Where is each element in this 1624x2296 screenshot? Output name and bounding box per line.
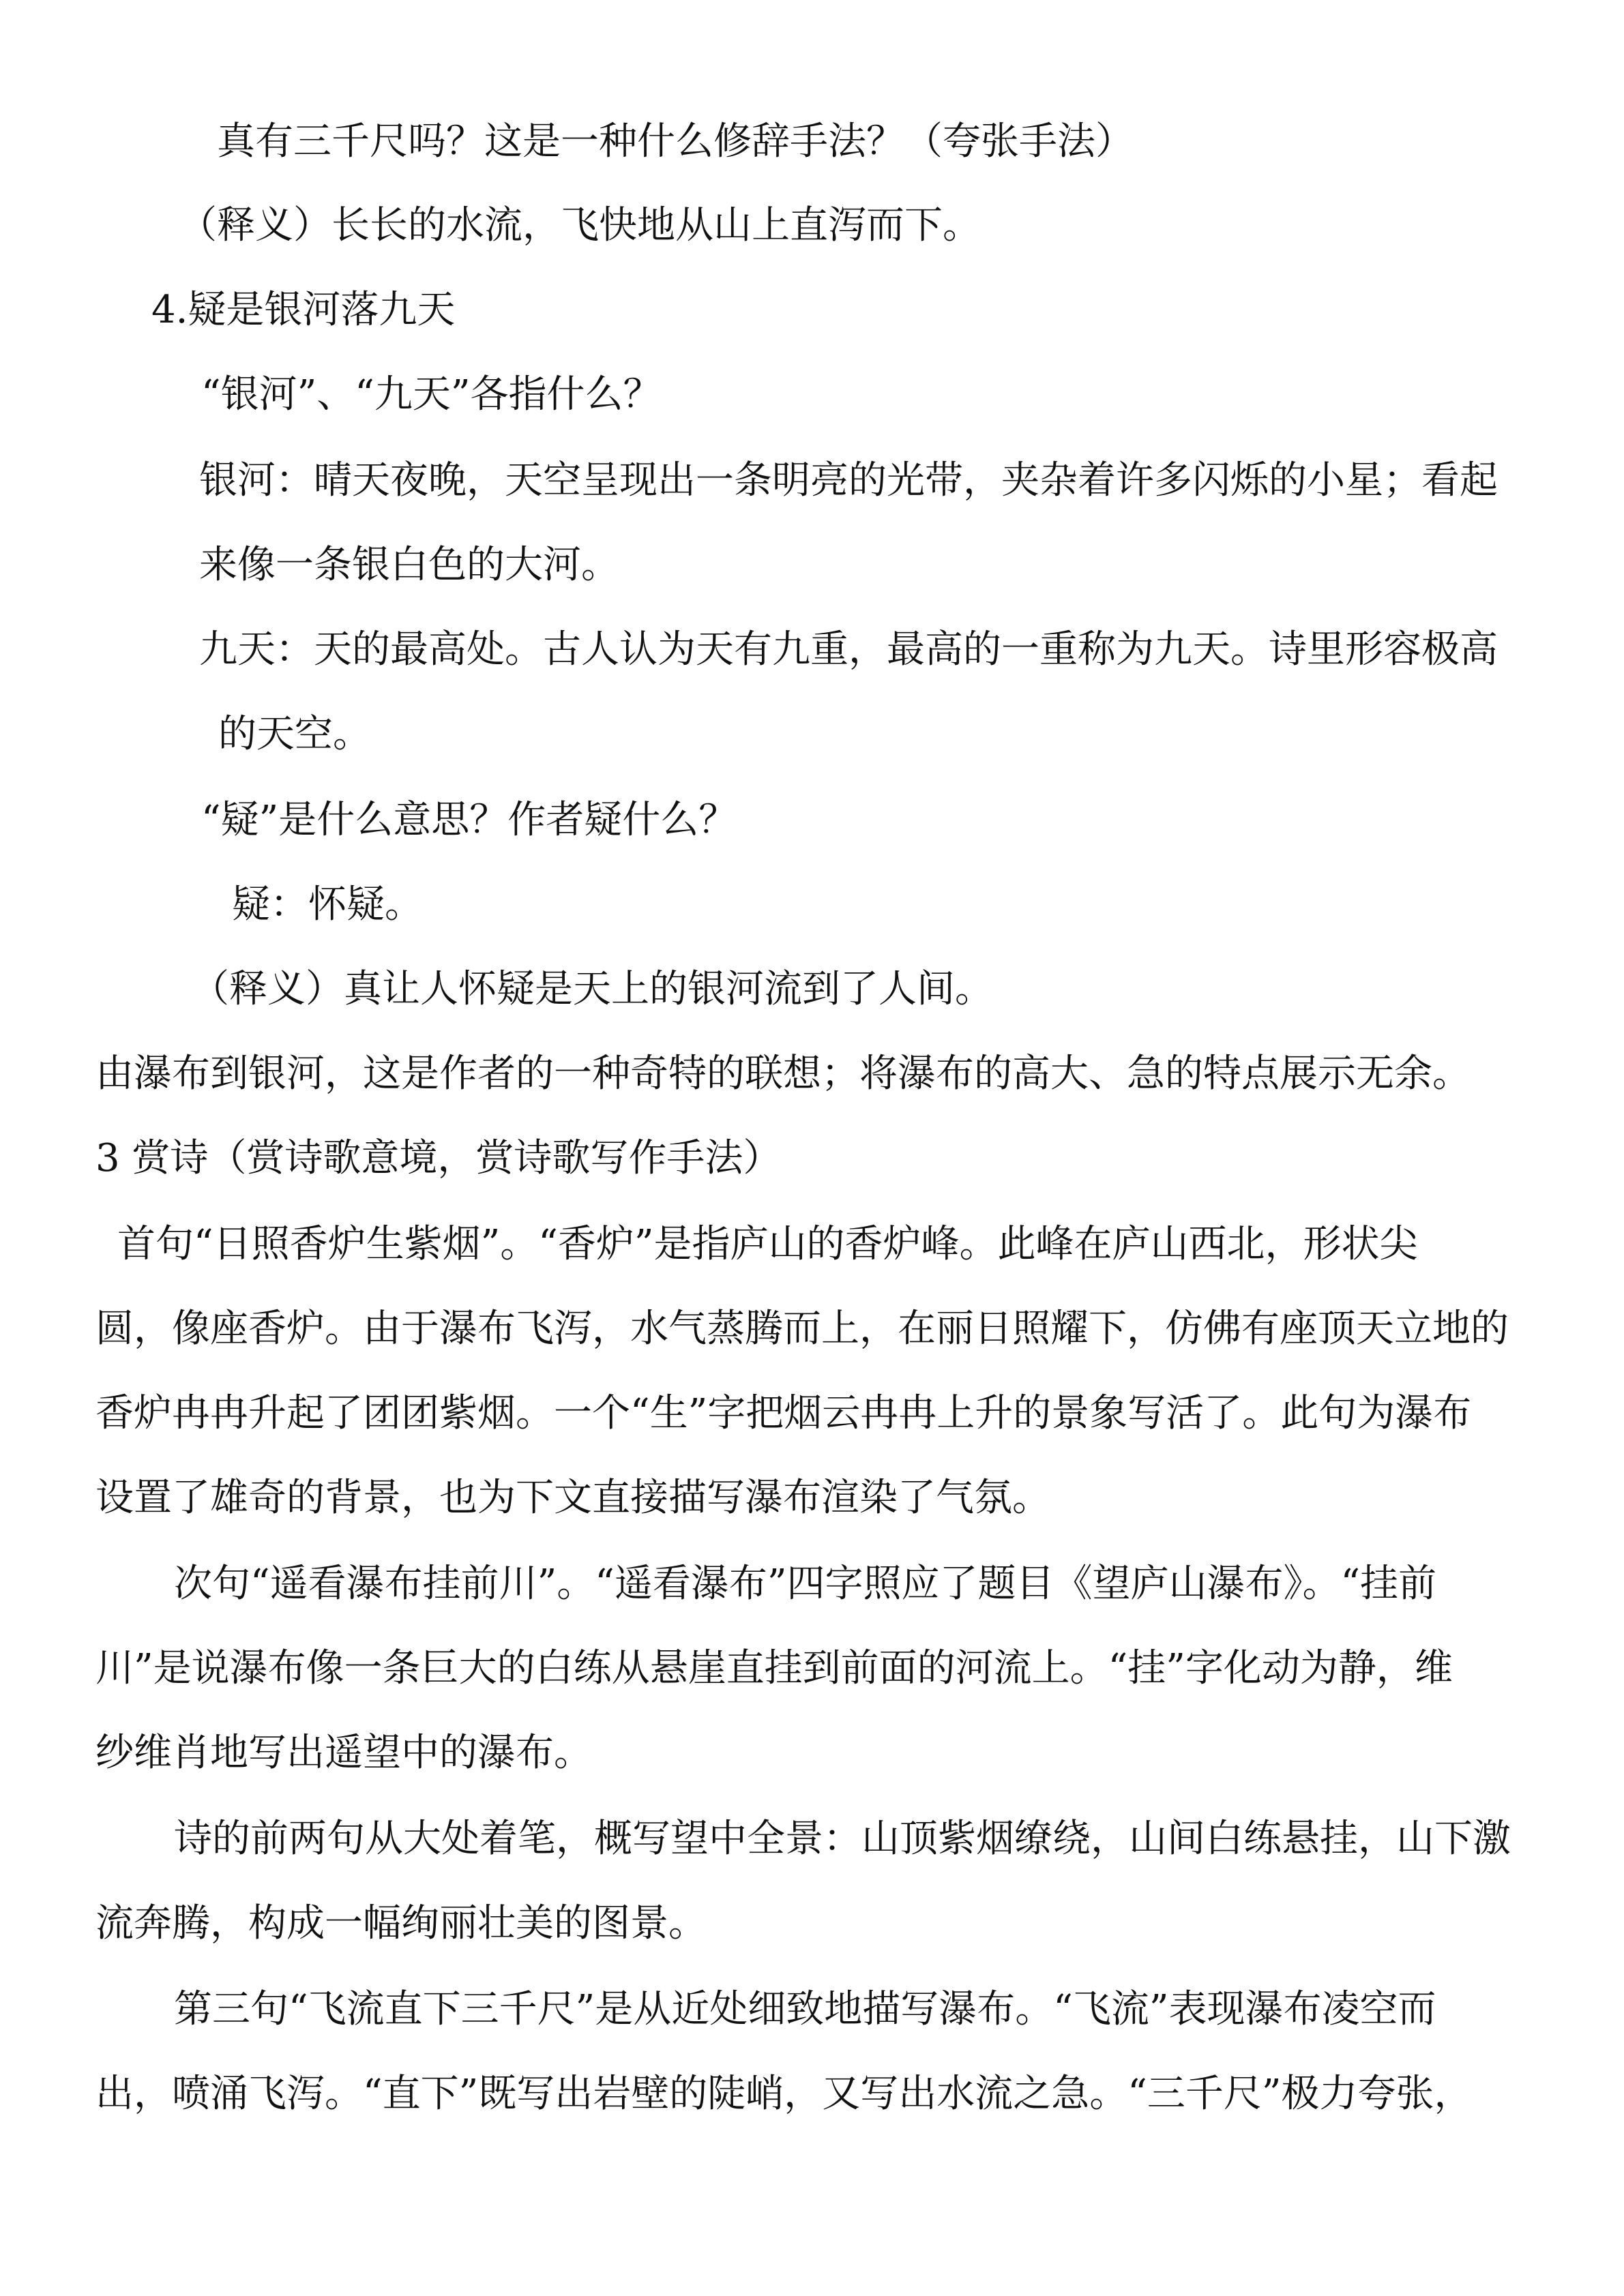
text-line-8: 的天空。 [218, 712, 371, 756]
text-line-15: 圆，像座香炉。由于瀑布飞泻，水气蒸腾而上，在丽日照耀下，仿佛有座顶天立地的 [95, 1307, 1509, 1351]
text-line-24: 出，喷涌飞泻。“直下”既写出岩壁的陡峭，又写出水流之急。“三千尺”极力夸张， [95, 2072, 1473, 2116]
text-line-12: 由瀑布到银河，这是作者的一种奇特的联想；将瀑布的高大、急的特点展示无余。 [95, 1052, 1471, 1096]
text-line-10: 疑：怀疑。 [232, 882, 423, 927]
text-line-20: 纱维肖地写出遥望中的瀑布。 [95, 1731, 592, 1775]
text-line-13: 3 赏诗（赏诗歌意境，赏诗歌写作手法） [95, 1136, 782, 1180]
text-line-17: 设置了雄奇的背景，也为下文直接描写瀑布渲染了气氛。 [95, 1476, 1050, 1520]
text-line-7: 九天：天的最高处。古人认为天有九重，最高的一重称为九天。诗里形容极高 [199, 627, 1498, 672]
text-line-2: （释义）长长的水流，飞快地从山上直泻而下。 [179, 203, 981, 248]
text-line-9: “疑”是什么意思？作者疑什么？ [201, 798, 737, 842]
text-line-4: “银河”、“九天”各指什么？ [201, 372, 662, 417]
text-line-5: 银河：晴天夜晚，天空呈现出一条明亮的光带，夹杂着许多闪烁的小星；看起 [199, 458, 1498, 503]
text-line-21: 诗的前两句从大处着笔，概写望中全景：山顶紫烟缭绕，山间白练悬挂，山下激 [174, 1817, 1511, 1861]
text-line-23: 第三句“飞流直下三千尺”是从近处细致地描写瀑布。“飞流”表现瀑布凌空而 [174, 1987, 1436, 2031]
text-line-11: （释义）真让人怀疑是天上的银河流到了人间。 [191, 967, 993, 1011]
text-line-1: 真有三千尺吗？这是一种什么修辞手法？（夸张手法） [217, 119, 1134, 164]
text-line-16: 香炉冉冉升起了团团紫烟。一个“生”字把烟云冉冉上升的景象写活了。此句为瀑布 [95, 1391, 1472, 1435]
text-line-14: 首句“日照香炉生紫烟”。“香炉”是指庐山的香炉峰。此峰在庐山西北，形状尖 [117, 1222, 1418, 1266]
text-line-22: 流奔腾，构成一幅绚丽壮美的图景。 [95, 1901, 707, 1945]
text-line-18: 次句“遥看瀑布挂前川”。“遥看瀑布”四字照应了题目《望庐山瀑布》。“挂前 [174, 1562, 1437, 1606]
text-line-6: 来像一条银白色的大河。 [199, 543, 619, 587]
text-line-19: 川”是说瀑布像一条巨大的白练从悬崖直挂到前面的河流上。“挂”字化动为静，维 [95, 1646, 1453, 1690]
text-line-3: 4.疑是银河落九天 [151, 288, 456, 332]
